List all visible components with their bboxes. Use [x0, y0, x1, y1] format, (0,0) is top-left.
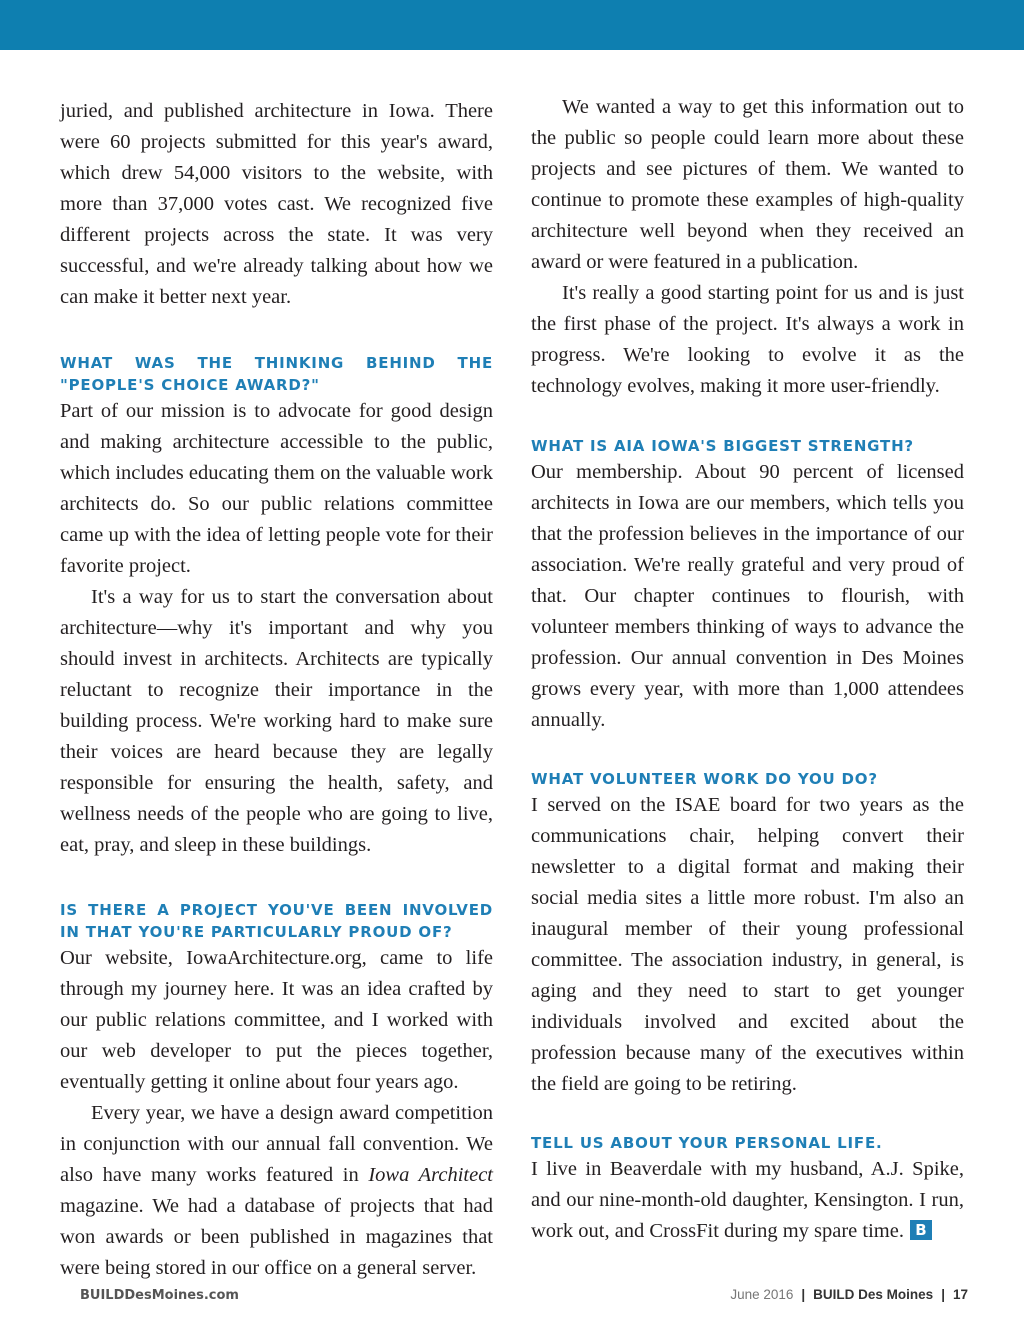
paragraph: It's really a good starting point for us and is just the first phase of the project. It's always a work in progress. We're looking to evolve it as the technology evolves, making it more user-friendly. [531, 282, 964, 397]
footer-date: June 2016 [730, 1287, 794, 1302]
footer-publication: BUILD Des Moines [813, 1287, 934, 1302]
question-heading: IS THERE A PROJECT YOU'VE BEEN INVOLVED IN THAT YOU'RE PARTICULARLY PROUD OF? [60, 901, 493, 941]
text-run: Every year, we have a design award competition in conjunction with our annual fall convention. We also have many works featured in [60, 1102, 493, 1186]
text-run: magazine. We had a database of projects that had won awards or been published in magazines that were being stored in our office on a general server. [60, 1195, 493, 1279]
footer-divider: | [941, 1287, 945, 1302]
text-run: I live in Beaverdale with my husband, A.J. Spike, and our nine-month-old daughter, Kensington. I run, work out, and CrossFit during my spare time. [531, 1158, 964, 1242]
top-color-bar [0, 0, 1024, 50]
paragraph: Part of our mission is to advocate for good design and making architecture accessible to the public, which includes educating them on the valuable work architects do. So our public relations committee came up with the idea of letting people vote for their favorite project. [60, 400, 493, 577]
paragraph: Our website, IowaArchitecture.org, came to life through my journey here. It was an idea crafted by our public relations committee, and I worked with our web developer to put the pieces together, eventually getting it online about four years ago. [60, 947, 493, 1093]
right-column [531, 92, 964, 1247]
magazine-title: Iowa Architect [368, 1164, 493, 1186]
question-heading: WHAT WAS THE THINKING BEHIND THE "PEOPLE'S CHOICE AWARD?" [60, 354, 493, 394]
paragraph: juried, and published architecture in Iowa. There were 60 projects submitted for this year's award, which drew 54,000 visitors to the website, with more than 37,000 votes cast. We recognized five different projects across the state. It was very successful, and we're already talking about how we can make it better next year. [60, 100, 493, 308]
footer-folio [730, 1287, 968, 1302]
paragraph [60, 1098, 493, 1284]
left-column [60, 96, 493, 1284]
paragraph: We wanted a way to get this information out to the public so people could learn more about these projects and see pictures of them. We wanted to continue to promote these examples of high-quality architecture well beyond when they received an award or were featured in a publication. [531, 96, 964, 273]
paragraph [531, 1154, 964, 1247]
build-end-mark-icon: B [910, 1220, 932, 1240]
question-heading: WHAT VOLUNTEER WORK DO YOU DO? [531, 770, 878, 788]
question-heading: WHAT IS AIA IOWA'S BIGGEST STRENGTH? [531, 437, 914, 455]
footer-divider: | [801, 1287, 806, 1302]
paragraph: It's a way for us to start the conversation about architecture—why it's important and why you should invest in architects. Architects are typically reluctant to recognize their importance in the building process. We're working hard to make sure their voices are heard because they are legally responsible for ensuring the health, safety, and wellness needs of the people who are going to live, eat, pray, and sleep in these buildings. [60, 586, 493, 856]
paragraph: I served on the ISAE board for two years as the communications chair, helping convert their newsletter to a digital format and making their social media sites a little more robust. I'm also an inaugural member of their young professional committee. The association industry, in general, is aging and they need to start to get younger individuals involved and excited about the profession because many of the executives within the field are going to be retiring. [531, 794, 964, 1095]
footer-website: BUILDDesMoines.com [80, 1288, 239, 1303]
page-number: 17 [952, 1287, 968, 1302]
paragraph: Our membership. About 90 percent of licensed architects in Iowa are our members, which tells you that the profession believes in the importance of our association. We're really grateful and very proud of that. Our chapter continues to flourish, with volunteer members thinking of ways to advance the profession. Our annual convention in Des Moines grows every year, with more than 1,000 attendees annually. [531, 461, 964, 731]
question-heading: TELL US ABOUT YOUR PERSONAL LIFE. [531, 1134, 883, 1152]
